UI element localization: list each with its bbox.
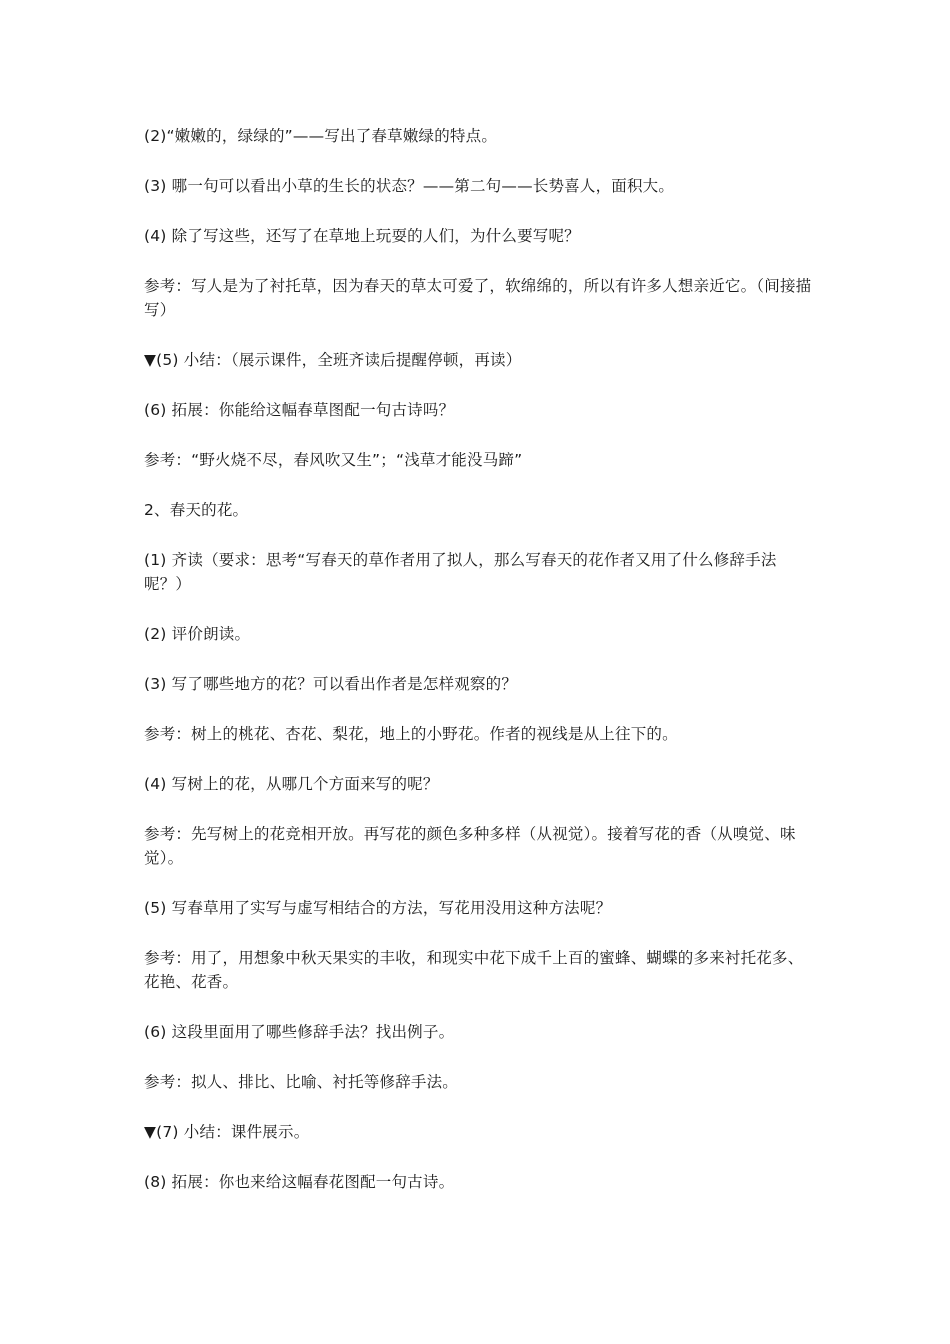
paragraph-flowers-where-reference: 参考：树上的桃花、杏花、梨花，地上的小野花。作者的视线是从上往下的。	[144, 725, 678, 743]
paragraph-flowers-where-question: (3) 写了哪些地方的花？可以看出作者是怎样观察的？	[144, 675, 518, 693]
paragraph-flowers-extension: (8) 拓展：你也来给这幅春花图配一句古诗。	[144, 1173, 455, 1191]
paragraph-grass-poem-reference: 参考：“野火烧不尽，春风吹又生”；“浅草才能没马蹄”	[144, 451, 523, 469]
paragraph-grass-growth-question: (3) 哪一句可以看出小草的生长的状态？——第二句——长势喜人，面积大。	[144, 177, 675, 195]
paragraph-people-reference: 参考：写人是为了衬托草，因为春天的草太可爱了，软绵绵的，所以有许多人想亲近它。（间接描写）	[144, 277, 812, 319]
section-heading-spring-flowers: 2、春天的花。	[144, 501, 249, 519]
paragraph-grass-summary: ▼(5) 小结：（展示课件，全班齐读后提醒停顿，再读）	[144, 351, 522, 369]
paragraph-flowers-read-aloud: (1) 齐读（要求：思考“写春天的草作者用了拟人，那么写春天的花作者又用了什么修辞手法呢？）	[144, 551, 777, 593]
paragraph-flowers-aspects-reference: 参考：先写树上的花竞相开放。再写花的颜色多种多样（从视觉）。接着写花的香（从嗅觉、味觉）。	[144, 825, 796, 867]
paragraph-flowers-summary: ▼(7) 小结：课件展示。	[144, 1123, 310, 1141]
paragraph-flowers-rhetoric-question: (6) 这段里面用了哪些修辞手法？找出例子。	[144, 1023, 455, 1041]
paragraph-flowers-method-reference: 参考：用了，用想象中秋天果实的丰收，和现实中花下成千上百的蜜蜂、蝴蝶的多来衬托花多、花艳、花香。	[144, 949, 804, 991]
document-body	[144, 124, 814, 1220]
paragraph-flowers-method-question: (5) 写春草用了实写与虚写相结合的方法，写花用没用这种方法呢？	[144, 899, 612, 917]
paragraph-grass-extension: (6) 拓展：你能给这幅春草图配一句古诗吗？	[144, 401, 455, 419]
paragraph-flowers-aspects-question: (4) 写树上的花，从哪几个方面来写的呢？	[144, 775, 439, 793]
paragraph-grass-tender-green: (2)“嫩嫩的，绿绿的”——写出了春草嫩绿的特点。	[144, 127, 498, 145]
paragraph-flowers-evaluate: (2) 评价朗读。	[144, 625, 251, 643]
paragraph-flowers-rhetoric-reference: 参考：拟人、排比、比喻、衬托等修辞手法。	[144, 1073, 459, 1091]
paragraph-people-question: (4) 除了写这些，还写了在草地上玩耍的人们，为什么要写呢？	[144, 227, 580, 245]
